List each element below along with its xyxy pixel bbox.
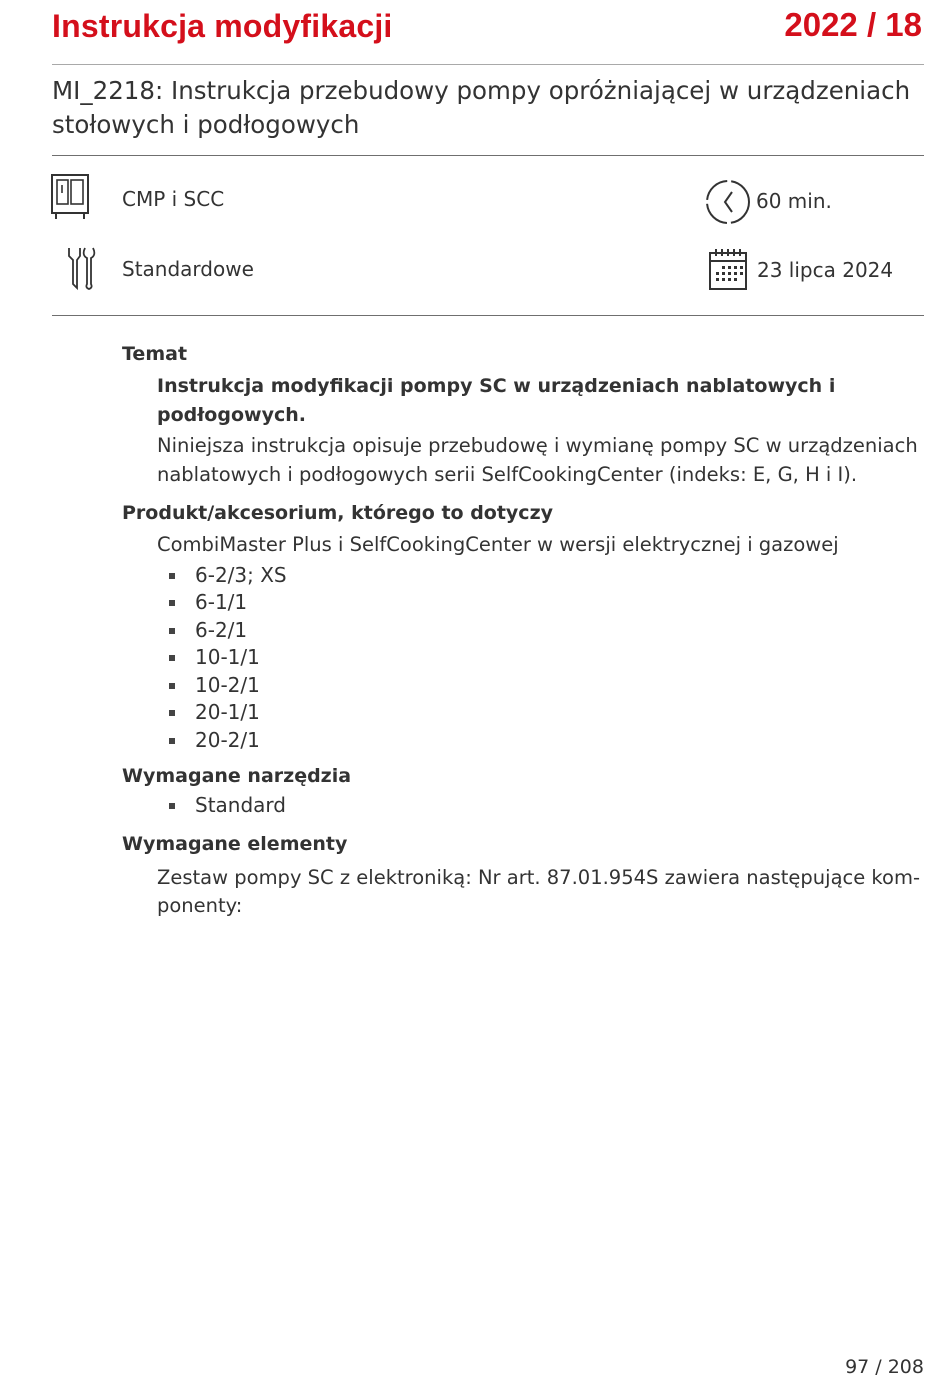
product-list	[169, 562, 922, 755]
tools-list	[169, 792, 922, 820]
document-title: MI_2218: Instrukcja przebudowy pompy opróżniającej w urządzeniach stołowych i podłogowych	[52, 76, 911, 139]
topic-subheading: Instrukcja modyfikacji pompy SC w urządzeniach nablatowych i podłogowych.	[157, 375, 836, 426]
list-item: 6-1/1	[169, 589, 922, 617]
topic-text: Niniejsza instrukcja opisuje przebudowę i wymianę pompy SC w urządzeniach nablatowych i podłogowych serii SelfCookingCenter (indeks: E, G, H i I).	[157, 434, 918, 486]
page-number: 97 / 208	[845, 1356, 924, 1378]
tools-label: Standardowe	[122, 257, 254, 281]
list-item: 6-2/3; XS	[169, 562, 922, 590]
product-heading: Produkt/akcesorium, którego to dotyczy	[122, 502, 554, 524]
appliance-icon	[50, 173, 90, 221]
clock-icon	[704, 178, 752, 226]
meta-divider	[52, 315, 924, 316]
header-number: 2022 / 18	[784, 6, 922, 43]
header-divider	[52, 64, 924, 65]
content-body	[122, 340, 922, 921]
elements-text: Zestaw pompy SC z elektroniką: Nr art. 87.01.954S zawiera następujące kom-ponenty:	[157, 865, 920, 917]
list-item: 10-2/1	[169, 672, 922, 700]
list-item: Standard	[169, 792, 922, 820]
date-label: 23 lipca 2024	[757, 258, 894, 282]
calendar-icon	[708, 247, 748, 291]
topic-heading: Temat	[122, 343, 188, 365]
header-title: Instrukcja modyfikacji	[52, 8, 393, 44]
list-item: 6-2/1	[169, 617, 922, 645]
wrench-icon	[64, 244, 98, 292]
list-item: 20-2/1	[169, 727, 922, 755]
duration-label: 60 min.	[756, 189, 832, 213]
title-divider	[52, 155, 924, 156]
list-item: 10-1/1	[169, 644, 922, 672]
tools-heading: Wymagane narzędzia	[122, 765, 352, 787]
device-label: CMP i SCC	[122, 187, 225, 211]
list-item: 20-1/1	[169, 699, 922, 727]
elements-heading: Wymagane elementy	[122, 832, 348, 855]
product-text: CombiMaster Plus i SelfCookingCenter w wersji elektrycznej i gazowej	[157, 533, 839, 556]
